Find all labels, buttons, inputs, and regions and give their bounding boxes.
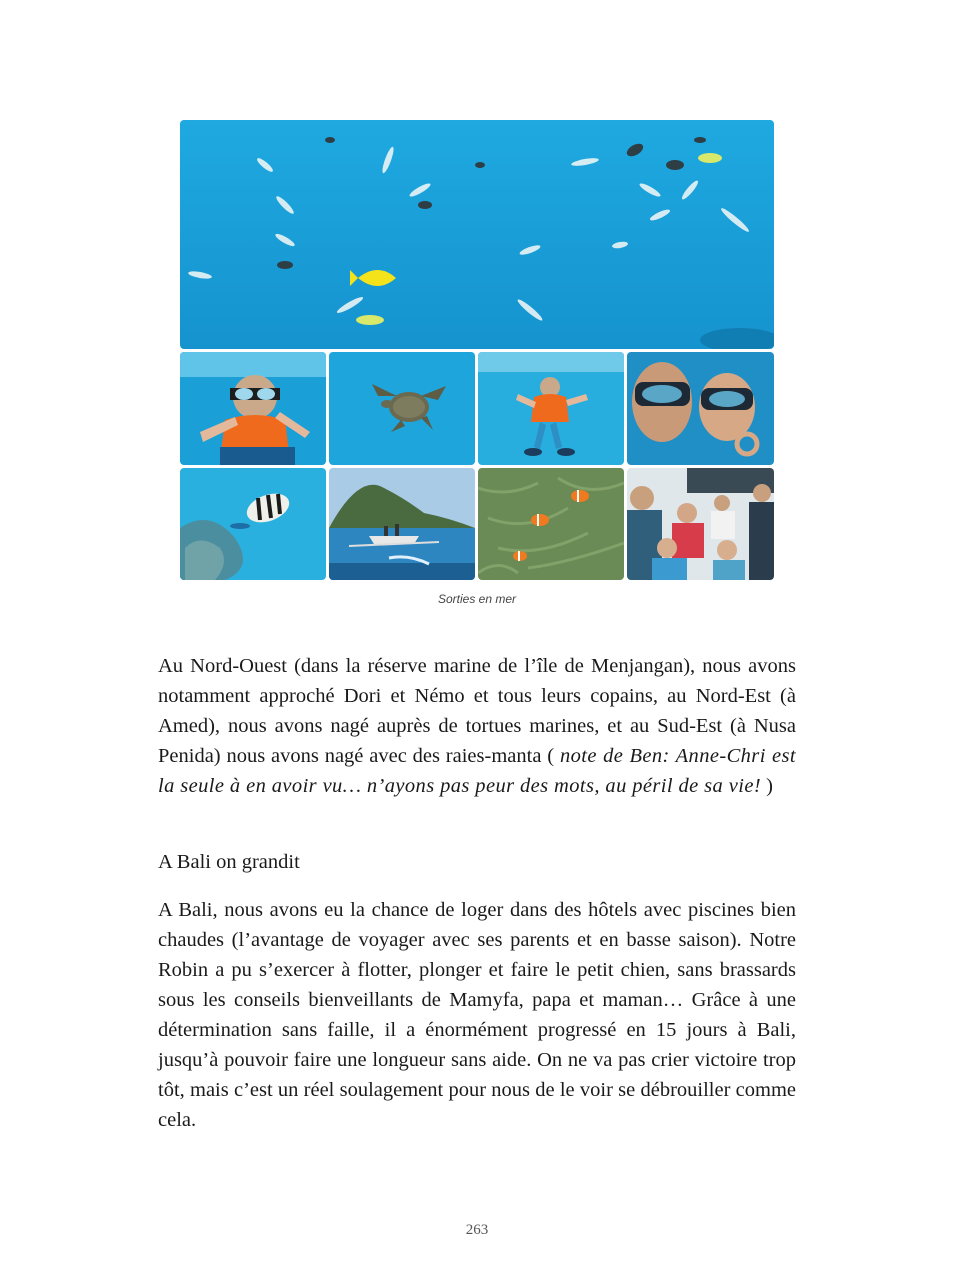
photo-family-boat bbox=[627, 468, 774, 580]
photo-clownfish bbox=[478, 468, 624, 580]
page-number: 263 bbox=[465, 1222, 489, 1238]
photo-outrigger-boat bbox=[329, 468, 475, 580]
photo-striped-fish bbox=[180, 468, 326, 580]
paragraph-snorkeling bbox=[158, 651, 796, 801]
section-heading: A Bali on grandit bbox=[158, 851, 300, 873]
author-note: note de Ben: Anne-Chri est la seule à en avoir vu… n’ayons pas peur des mots, au péril de sa vie! bbox=[158, 745, 796, 797]
photo-sea-turtle bbox=[329, 352, 475, 465]
paragraph-snorkeling-end: ) bbox=[761, 775, 773, 797]
paragraph-snorkeling-text: Au Nord-Ouest (dans la réserve marine de l’île de Menjangan), nous avons notamment approché Dori et Némo et tous leurs copains, au Nord-Est (à Amed), nous avons nagé auprès de tortues marines, et au Sud-Est (à Nusa Penida) nous avons nagé avec des raies-manta ( bbox=[158, 655, 796, 767]
photo-fish-school bbox=[180, 120, 774, 349]
figure-caption: Sorties en mer bbox=[437, 592, 517, 606]
paragraph-swimming: A Bali, nous avons eu la chance de loger dans des hôtels avec piscines bien chaudes (l’avantage de voyager avec ses parents et en basse saison). Notre Robin a pu s’exercer à flotter, plonger et faire le petit chien, sans brassards sous les conseils bienveillants de Mamyfa, papa et maman… Grâce à une détermination sans faille, il a énormément progressé en 15 jours à Bali, jusqu’à pouvoir faire une longueur sans aide. On ne va pas crier victoire trop tôt, mais c’est un réel soulagement pour nous de le voir se débrouiller comme cela. bbox=[158, 899, 796, 1131]
photo-snorkel-selfie bbox=[627, 352, 774, 465]
photo-child-snorkeling bbox=[180, 352, 326, 465]
photo-child-diving bbox=[478, 352, 624, 465]
